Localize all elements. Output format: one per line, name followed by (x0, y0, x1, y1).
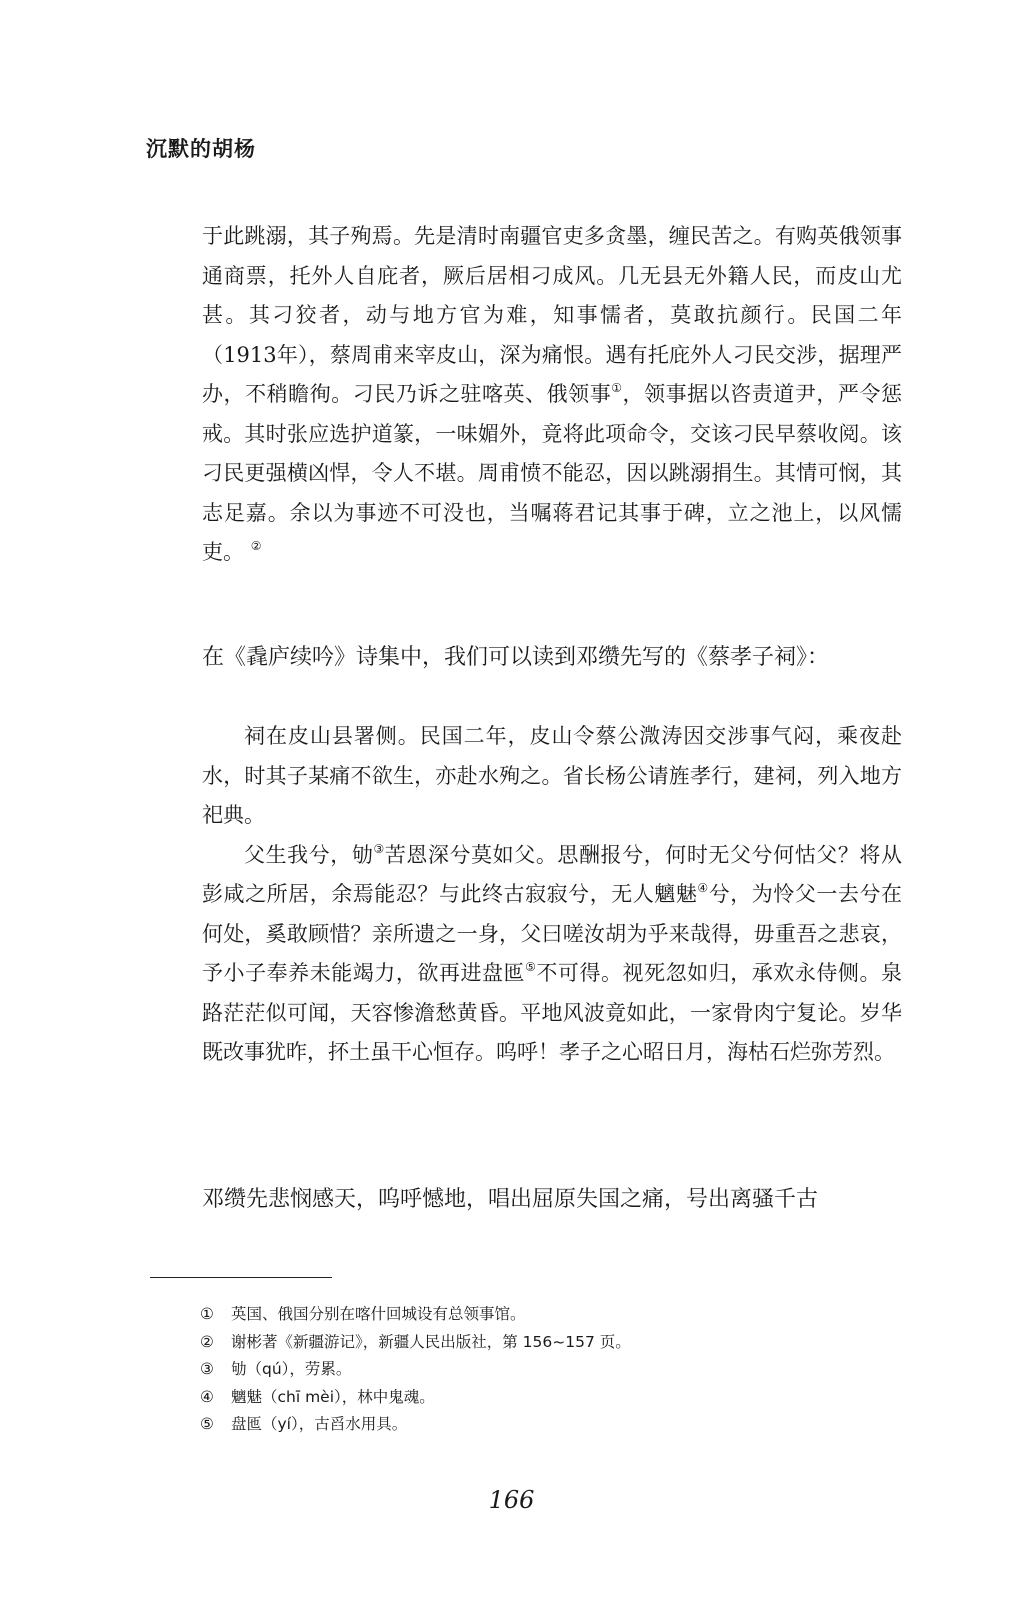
poem-text: 兮，为怜父一去兮在何处，奚敢顾惜？亲所遗之一身，父曰嗟汝胡为乎来哉得，毋重吾之悲哀，予小子奉养未能竭力，欲再进盘匜 (202, 882, 902, 985)
footnote-ref: ③ (373, 841, 385, 856)
footnote-number: ④ (200, 1387, 214, 1406)
poem-paragraph (202, 836, 902, 1073)
footnote-text: 劬（qú），劳累。 (231, 1360, 352, 1378)
footnote-item (200, 1356, 631, 1384)
body-paragraph-1: 在《毳庐续吟》诗集中，我们可以读到邓缵先写的《蔡孝子祠》： (202, 645, 830, 670)
footnote-ref: ④ (697, 881, 709, 895)
footnote-item (200, 1301, 631, 1329)
block-quote-2 (202, 717, 902, 1073)
running-head: 沉默的胡杨 (146, 136, 256, 161)
footnote-text: 魑魅（chī mèi），林中鬼魂。 (231, 1387, 435, 1406)
quote-text: ，领事据以咨责道尹，严令惩戒。其时张应选护道篆，一味媚外，竟将此项命令，交该刁民早蔡收阅。该刁民更强横凶悍，令人不堪。周甫愤不能忍，因以跳溺捐生。其情可悯，其志足嘉。余以为事迹不可没也，当嘱蒋君记其事于碑，立之池上，以风懦吏。 (202, 382, 902, 564)
footnote-item (200, 1384, 631, 1412)
page-number: 166 (488, 1486, 535, 1514)
footnote-number: ③ (200, 1360, 214, 1378)
footnote-item (200, 1329, 631, 1357)
footnote-divider (150, 1277, 332, 1278)
quote-text: 于此跳溺，其子殉焉。先是清时南疆官吏多贪墨，缠民苦之。有购英俄领事通商票，托外人自庇者，厥后居相刁成风。几无县无外籍人民，而皮山尤甚。其刁狡者，动与地方官为难，知事懦者，莫敢抗颜行。民国二年（1913年），蔡周甫来宰皮山，深为痛恨。遇有托庇外人刁民交涉，据理严办，不稍瞻徇。刁民乃诉之驻喀英、俄领事 (202, 224, 902, 406)
footnote-number: ① (200, 1305, 214, 1323)
footnote-item (200, 1411, 631, 1439)
footnote-ref: ① (611, 381, 623, 395)
quote-paragraph (202, 217, 902, 573)
footnote-text: 英国、俄国分别在喀什回城设有总领事馆。 (231, 1305, 526, 1323)
footnote-text: 盘匜（yí），古舀水用具。 (231, 1415, 408, 1433)
block-quote-1 (202, 217, 902, 573)
footnote-ref: ⑤ (525, 960, 537, 974)
body-paragraph-2: 邓缵先悲悯感天，呜呼憾地，唱出屈原失国之痛，号出离骚千古 (202, 1187, 819, 1212)
poem-text: 苦恩深兮莫如父。思酬报兮，何时无父兮何怙父？将从彭咸之所居，余焉能忍？与此终古寂寂兮，无人魑魅 (202, 842, 903, 906)
footnote-text: 谢彬著《新疆游记》，新疆人民出版社，第 156~157 页。 (231, 1332, 631, 1351)
footnote-number: ⑤ (200, 1415, 214, 1433)
poem-text: 父生我兮，劬 (244, 842, 374, 867)
footnote-number: ② (200, 1332, 214, 1351)
footnote-ref: ② (250, 539, 262, 553)
footnotes (200, 1301, 631, 1439)
quote-paragraph: 祠在皮山县署侧。民国二年，皮山令蔡公溦涛因交涉事气闷，乘夜赴水，时其子某痛不欲生，亦赴水殉之。省长杨公请旌孝行，建祠，列入地方祀典。 (202, 724, 902, 827)
poem-text: 不可得。视死忽如归，承欢永侍侧。泉路茫茫似可闻，天容惨澹愁黄昏。平地风波竟如此，一家骨肉宁复论。岁华既改事犹昨，抔土虽干心恒存。呜呼！孝子之心昭日月，海枯石烂弥芳烈。 (202, 961, 902, 1064)
